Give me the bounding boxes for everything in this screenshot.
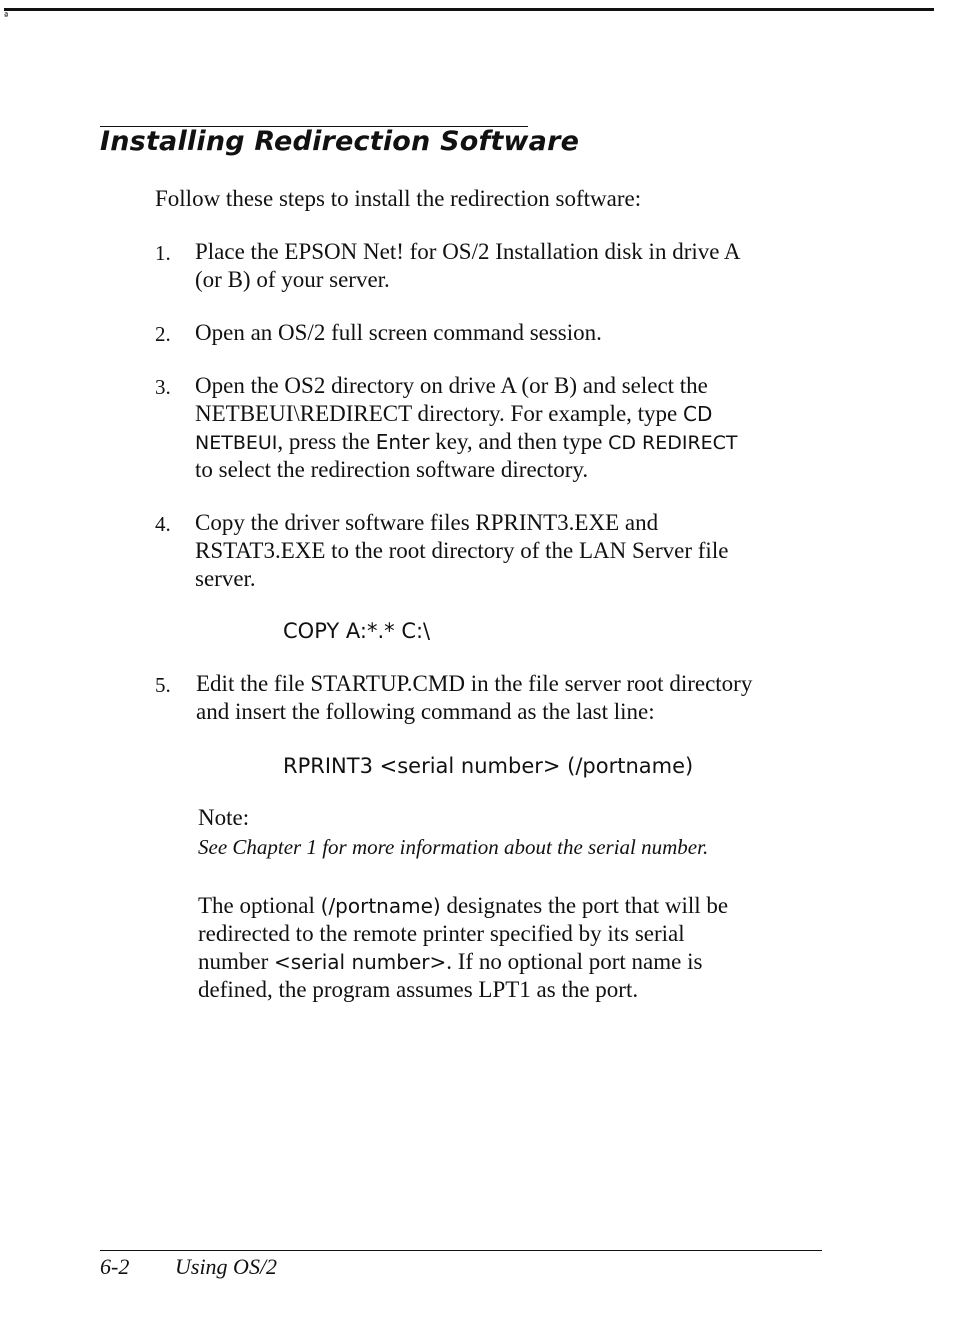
step-1-number: 1. — [155, 241, 171, 265]
step-5-number: 5. — [155, 673, 171, 697]
note-text: See Chapter 1 for more information about the serial number. — [198, 835, 709, 859]
step-3-number: 3. — [155, 375, 171, 399]
step-3-text-press: , press the — [277, 429, 376, 454]
closing-line-3 — [198, 948, 702, 976]
step-1-line-1: Place the EPSON Net! for OS/2 Installation disk in drive A — [195, 239, 741, 264]
closing-l3-a: number — [198, 949, 275, 974]
closing-line-4: defined, the program assumes LPT1 as the port. — [198, 977, 639, 1002]
closing-line-2: redirected to the remote printer specified by its serial — [198, 921, 685, 946]
step-5-line-2: and insert the following command as the last line: — [196, 699, 655, 724]
step-3-line-1: Open the OS2 directory on drive A (or B) and select the — [195, 373, 708, 398]
closing-l3-code: <serial number> — [274, 950, 447, 974]
note-label: Note: — [198, 805, 250, 830]
step-3-code-cd-redirect: CD REDIRECT — [608, 432, 738, 454]
step-3-text-then: key, and then type — [429, 429, 609, 454]
step-4-line-3: server. — [195, 566, 256, 591]
closing-l1-code: (/portname) — [320, 894, 441, 918]
corner-mark: ª — [4, 12, 9, 22]
step-3-line-4: to select the redirection software directory. — [195, 457, 589, 482]
step-2-number: 2. — [155, 322, 171, 346]
step-4-line-2: RSTAT3.EXE to the root directory of the LAN Server file — [195, 538, 729, 563]
rprint-command: RPRINT3 <serial number> (/portname) — [283, 754, 694, 778]
closing-line-1 — [198, 892, 728, 920]
closing-l3-b: . If no optional port name is — [446, 949, 703, 974]
top-rule — [4, 8, 934, 11]
step-4-line-1: Copy the driver software files RPRINT3.EXE and — [195, 510, 659, 535]
step-3-line-2-text: NETBEUI\REDIRECT directory. For example, type — [195, 401, 684, 426]
step-1-line-2: (or B) of your server. — [195, 267, 390, 292]
copy-command: COPY A:*.* C:\ — [283, 619, 431, 643]
closing-l1-b: designates the port that will be — [440, 893, 729, 918]
step-4-number: 4. — [155, 512, 171, 536]
step-5-line-1: Edit the file STARTUP.CMD in the file server root directory — [196, 671, 753, 696]
page-title: Installing Redirection Software — [100, 126, 580, 157]
footer-section: Using OS/2 — [175, 1254, 278, 1279]
intro-text: Follow these steps to install the redirection software: — [155, 186, 642, 211]
footer-page-number: 6-2 — [100, 1254, 130, 1279]
footer-rule — [100, 1250, 822, 1251]
step-3-line-2 — [195, 400, 712, 428]
step-3-key-enter: Enter — [375, 430, 430, 454]
step-3-line-3 — [195, 428, 738, 457]
step-2-line-1: Open an OS/2 full screen command session. — [195, 320, 602, 345]
step-3-code-netbeui: NETBEUI — [195, 432, 278, 454]
closing-l1-a: The optional — [198, 893, 321, 918]
step-3-code-cd: CD — [683, 402, 713, 426]
